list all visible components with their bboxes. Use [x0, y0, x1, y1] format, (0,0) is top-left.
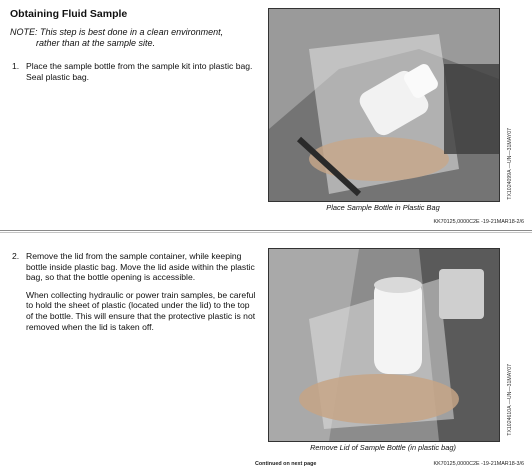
- reference-code-1: KK70125,0000C2E -19-21MAR18-2/6: [433, 219, 524, 225]
- section-divider-shadow: [0, 232, 532, 233]
- step-1: [12, 61, 258, 89]
- section-title: Obtaining Fluid Sample: [10, 8, 128, 20]
- continued-next-page: Continued on next page: [255, 461, 317, 467]
- reference-code-2: KK70125,0000C2E -19-21MAR18-3/6: [433, 461, 524, 467]
- step-paragraph-1: Remove the lid from the sample container, while keeping bottle inside plastic bag. Move the lid aside within the plastic bag, so that the bottle opening is accessible.: [26, 251, 255, 283]
- photo-code-2: TX1024610A —UN—31MAY07: [507, 364, 513, 436]
- section-divider: [0, 230, 532, 231]
- photo-illustration: [269, 249, 499, 441]
- photo-sample-bottle-in-bag: [268, 8, 500, 202]
- photo-caption-1: Place Sample Bottle in Plastic Bag: [326, 203, 440, 212]
- step-number: 1.: [12, 61, 20, 71]
- note-line-1: NOTE: This step is best done in a clean environment,: [10, 27, 224, 37]
- step-paragraph-2: When collecting hydraulic or power train samples, be careful to hold the sheet of plastic (located under the lid) to the top of the bottle. This will ensure that the protective plastic is not removed when the lid is taken off.: [26, 289, 256, 332]
- step-number: 2.: [12, 251, 20, 261]
- step-text: Place the sample bottle from the sample kit into plastic bag. Seal plastic bag.: [26, 61, 253, 82]
- note-text: [10, 27, 265, 49]
- photo-remove-lid: [268, 248, 500, 442]
- note-line-2: rather than at the sample site.: [36, 38, 156, 48]
- step-2: [12, 251, 258, 339]
- photo-illustration: [269, 9, 499, 201]
- photo-code-1: TX1024099A —UN—31MAY07: [507, 128, 513, 200]
- photo-caption-2: Remove Lid of Sample Bottle (in plastic bag): [310, 443, 456, 452]
